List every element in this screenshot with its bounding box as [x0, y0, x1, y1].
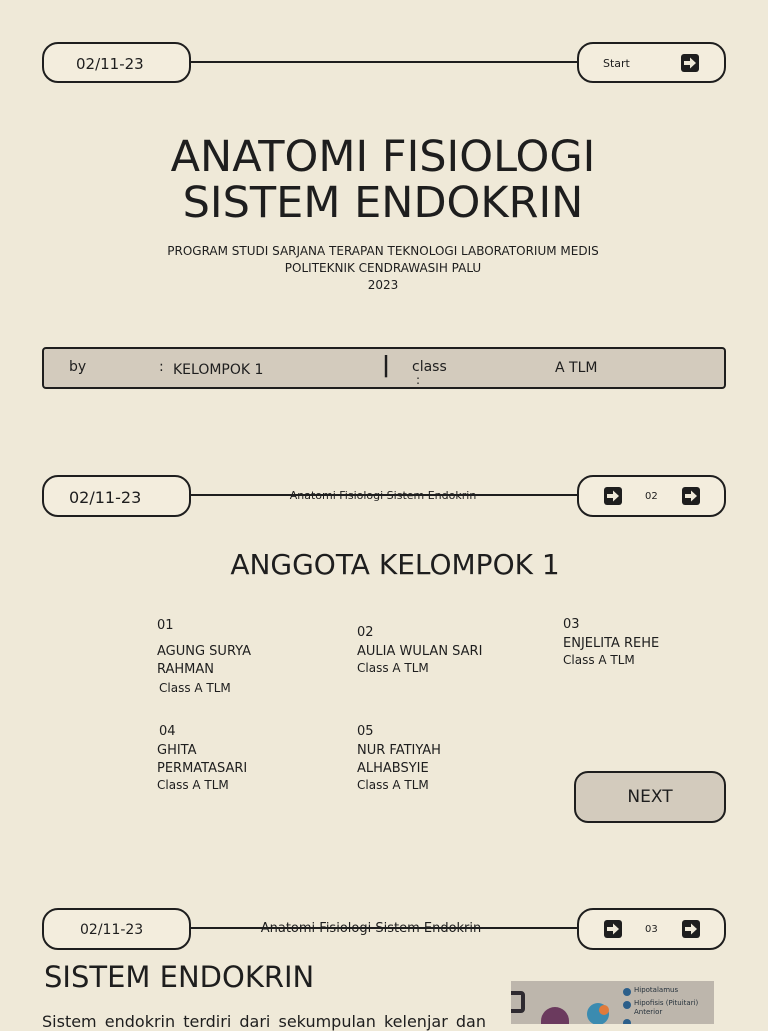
date-pill	[42, 908, 191, 950]
member-name: RAHMAN	[157, 662, 215, 677]
figure-label: Hipofisis (Pituitari)	[634, 999, 699, 1007]
figure-glyph	[511, 991, 525, 1013]
page-number: 02	[645, 491, 658, 502]
member-class: Class A TLM	[563, 653, 635, 667]
date-text: 02/11-23	[76, 55, 144, 73]
title-line-2: SISTEM ENDOKRIN	[182, 178, 584, 228]
bullet-dot	[623, 988, 631, 996]
member-card	[357, 625, 517, 675]
figure-label: Hipotalamus	[634, 986, 679, 994]
slide-title	[0, 134, 766, 226]
figure-shape	[541, 1007, 569, 1024]
member-class: Class A TLM	[357, 778, 429, 792]
member-number: 02	[357, 625, 374, 640]
slide-subtitle	[0, 243, 766, 294]
arrow-right-icon[interactable]	[682, 920, 700, 938]
pager-pill	[577, 475, 726, 517]
member-name: PERMATASARI	[157, 761, 248, 776]
section-heading: ANGGOTA KELOMPOK 1	[230, 548, 560, 581]
member-number: 01	[157, 618, 174, 633]
by-label: by	[69, 359, 87, 375]
member-class: Class A TLM	[159, 681, 231, 695]
start-pill[interactable]	[577, 42, 726, 83]
page-number: 03	[645, 924, 658, 935]
info-divider: |	[382, 353, 391, 378]
figure-shape	[599, 1005, 609, 1015]
arrow-right-icon[interactable]	[681, 54, 699, 72]
member-class: Class A TLM	[157, 778, 229, 792]
group-name: KELOMPOK 1	[173, 362, 264, 378]
member-card	[563, 617, 723, 667]
member-name: ENJELITA REHE	[563, 636, 660, 651]
class-label: class	[412, 359, 447, 375]
body-text: Sistem endokrin terdiri dari sekumpulan kelenjar dan	[42, 1012, 486, 1031]
member-card	[357, 724, 507, 792]
figure-label: Anterior	[634, 1008, 663, 1016]
member-name: NUR FATIYAH	[357, 743, 441, 758]
member-name: GHITA	[157, 743, 197, 758]
by-colon: :	[159, 359, 164, 375]
member-card	[157, 618, 307, 695]
pager-pill	[577, 908, 726, 950]
member-class: Class A TLM	[357, 661, 429, 675]
date-pill	[42, 475, 191, 517]
bullet-dot	[623, 1001, 631, 1009]
endocrine-figure	[511, 981, 714, 1024]
date-pill	[42, 42, 191, 83]
member-name: AGUNG SURYA	[157, 644, 251, 659]
subtitle-line-2: POLITEKNIK CENDRAWASIH PALU	[284, 261, 482, 275]
class-value: A TLM	[555, 360, 598, 376]
date-text: 02/11-23	[69, 488, 142, 507]
header-title: Anatomi Fisiologi Sistem Endokrin	[289, 489, 477, 502]
class-colon: :	[416, 373, 421, 387]
member-name: ALHABSYIE	[357, 761, 429, 776]
date-text: 02/11-23	[80, 922, 144, 938]
arrow-right-icon[interactable]	[604, 487, 622, 505]
header-title: Anatomi Fisiologi Sistem Endokrin	[260, 921, 482, 936]
member-number: 05	[357, 724, 374, 739]
member-number: 03	[563, 617, 580, 632]
header-line	[188, 61, 580, 63]
member-card	[157, 724, 307, 792]
info-bar	[42, 347, 726, 389]
member-name: AULIA WULAN SARI	[357, 644, 483, 659]
next-button[interactable]: NEXT	[574, 771, 726, 823]
title-line-1: ANATOMI FISIOLOGI	[170, 132, 596, 182]
start-label: Start	[603, 57, 630, 70]
subtitle-line-1: PROGRAM STUDI SARJANA TERAPAN TEKNOLOGI LABORATORIUM MEDIS	[167, 244, 599, 258]
section-heading: SISTEM ENDOKRIN	[44, 960, 315, 994]
bullet-dot	[623, 1019, 631, 1024]
member-number: 04	[159, 724, 176, 739]
arrow-right-icon[interactable]	[682, 487, 700, 505]
subtitle-line-3: 2023	[367, 278, 399, 292]
arrow-right-icon[interactable]	[604, 920, 622, 938]
